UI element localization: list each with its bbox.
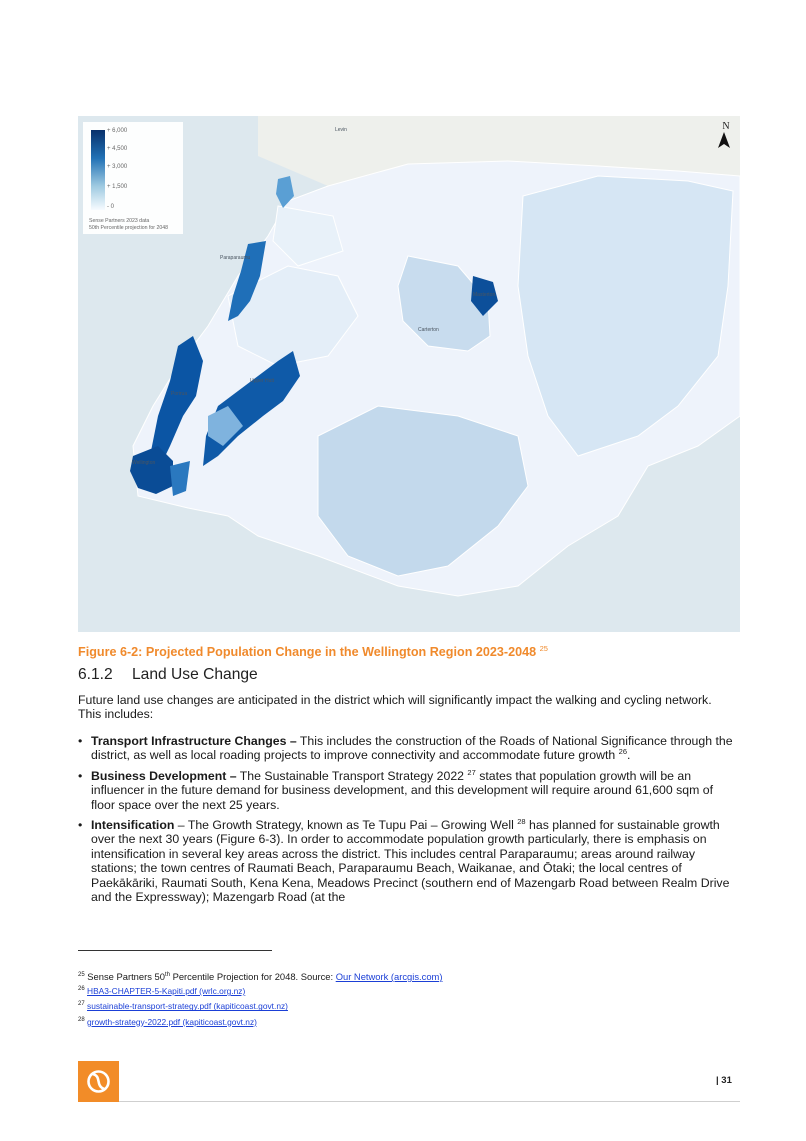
footnote-28 xyxy=(78,1014,738,1029)
footnote-number: 27 xyxy=(78,1001,85,1008)
footnotes xyxy=(78,969,738,1029)
map-place-label: Porirua xyxy=(171,391,188,397)
north-arrow-icon xyxy=(718,132,730,148)
map-place-label: Upper Hutt xyxy=(250,378,275,384)
bullet-text: The Sustainable Transport Strategy 2022 xyxy=(239,768,464,783)
bullet-icon: • xyxy=(78,768,83,783)
footnote-link[interactable]: sustainable-transport-strategy.pdf (kapiticoast.govt.nz) xyxy=(87,1001,288,1012)
bullet-text: has planned for sustainable growth over the next 30 years (Figure 6-3). In order to accommodate population growth particularly, there is emphasis on intensification in several key areas across the district. This includes central Paraparaumu; areas around railway stations; the town centres of Raumati Beach, Paraparaumu Beach, Waikanae, and Ōtaki; the local centres of Paekākāriki, Raumati South, Kena Kena, Meadows Precinct (southern end of Mazengarb Road between Realm Drive and the Expressway); Mazengarb Road (at the xyxy=(91,818,730,905)
list-item xyxy=(78,818,738,904)
legend-tick: + 6,000 xyxy=(107,128,128,134)
list-item xyxy=(78,769,738,812)
legend-source-note: Sense Partners 2023 data xyxy=(89,218,150,224)
footnote-number: 26 xyxy=(78,986,85,993)
legend-tick: - 0 xyxy=(107,204,115,210)
legend-tick: + 1,500 xyxy=(107,184,128,190)
logo-mark-icon xyxy=(78,1061,119,1102)
bullet-term: Intensification xyxy=(91,818,175,833)
bullet-tail: . xyxy=(627,748,631,763)
legend-projection-note: 50th Percentile projection for 2048 xyxy=(89,225,169,231)
footnote-number: 28 xyxy=(78,1016,85,1023)
list-item xyxy=(78,734,738,763)
bullet-text: This includes the construction of the Roads of National Significance through the district, as well as local roading projects to improve connectivity and accommodate future growth xyxy=(91,734,733,763)
bullet-icon: • xyxy=(78,818,83,833)
section-title: Land Use Change xyxy=(132,666,258,683)
section-heading xyxy=(78,666,258,684)
map-place-label: Paraparaumu xyxy=(220,255,251,261)
map-place-label: Wellington xyxy=(132,460,156,466)
north-arrow xyxy=(718,122,734,148)
bullet-icon: • xyxy=(78,734,83,748)
north-label: N xyxy=(722,121,730,132)
legend-tick: + 4,500 xyxy=(107,146,128,152)
map-place-label: Levin xyxy=(335,127,347,133)
bullet-term: Transport Infrastructure Changes – xyxy=(91,734,297,748)
footnote-superscript: th xyxy=(164,972,170,978)
footnote-link[interactable]: Our Network (arcgis.com) xyxy=(335,971,443,983)
map-legend xyxy=(83,122,183,234)
footnote-link[interactable]: HBA3-CHAPTER-5-Kapiti.pdf (wrlc.org.nz) xyxy=(87,985,246,996)
footnote-link[interactable]: growth-strategy-2022.pdf (kapiticoast.govt.nz) xyxy=(87,1016,257,1027)
company-logo xyxy=(78,1061,119,1102)
figure-caption-ref: 25 xyxy=(539,644,548,653)
bullet-text: – The Growth Strategy, known as Te Tupu Pai – Growing Well xyxy=(177,818,514,833)
bullet-text: states that population growth will be an influencer in the future demand for business development, and this development will require around 61,600 sqm of floor space over the next 25 years. xyxy=(91,768,714,812)
footnote-text: Percentile Projection for 2048. Source: xyxy=(169,971,336,983)
map-place-label: Masterton xyxy=(473,292,496,298)
figure-caption-text: Figure 6-2: Projected Population Change in the Wellington Region 2023-2048 xyxy=(78,645,537,660)
footnote-text: Sense Partners 50 xyxy=(87,971,165,983)
footnote-25 xyxy=(78,969,738,983)
bullet-term: Business Development – xyxy=(91,768,237,783)
footnote-divider xyxy=(78,950,272,951)
page-number: | 31 xyxy=(716,1075,732,1086)
section-number: 6.1.2 xyxy=(78,666,113,683)
footnote-27 xyxy=(78,998,738,1013)
footnote-number: 25 xyxy=(78,972,85,978)
footnote-ref[interactable]: 27 xyxy=(467,767,476,777)
footer-divider xyxy=(119,1101,740,1102)
legend-color-bar xyxy=(91,130,105,210)
land-use-list xyxy=(78,734,738,910)
footnote-26 xyxy=(78,983,738,998)
map-place-label: Carterton xyxy=(418,327,439,333)
legend-tick: + 3,000 xyxy=(107,164,128,170)
footnote-ref[interactable]: 26 xyxy=(618,747,627,757)
intro-paragraph: Future land use changes are anticipated in the district which will significantly impact the walking and cycling network. This includes: xyxy=(78,693,712,722)
population-map xyxy=(78,116,740,632)
figure-caption xyxy=(78,644,548,659)
footnote-ref[interactable]: 28 xyxy=(517,816,526,826)
